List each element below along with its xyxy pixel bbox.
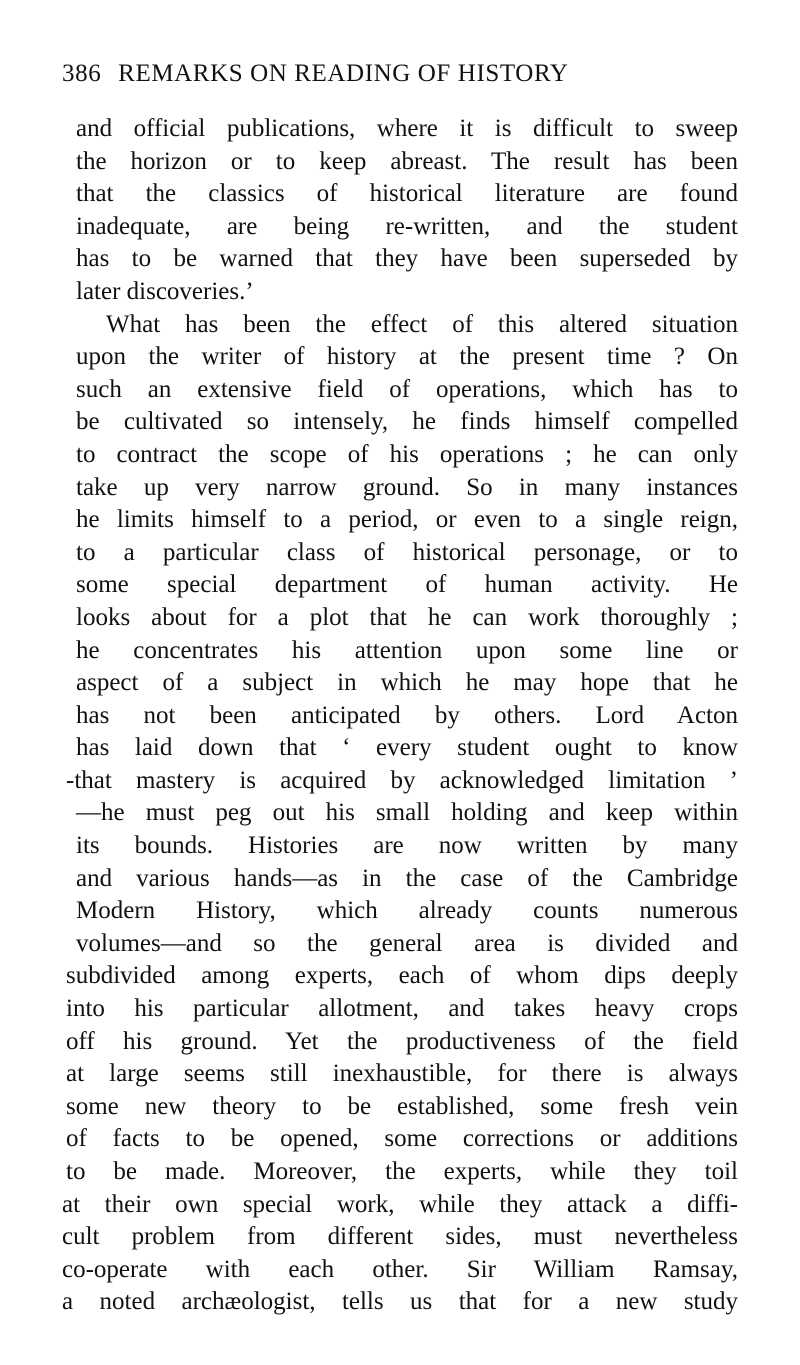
text-line: subdivided among experts, each of whom dips deeply	[66, 962, 738, 990]
text-line: Modern History, which already counts numerous	[76, 897, 738, 925]
text-line: has not been anticipated by others. Lord Acton	[76, 701, 738, 729]
page-number: 386	[62, 60, 102, 87]
text-line: volumes—and so the general area is divided and	[76, 929, 738, 957]
running-header	[62, 58, 742, 90]
text-line: —he must peg out his small holding and keep within	[76, 799, 738, 827]
running-title: REMARKS ON READING OF HISTORY	[118, 60, 569, 87]
text-line: the horizon or to keep abreast. The result has been	[76, 147, 738, 175]
text-line: cult problem from different sides, must nevertheless	[62, 1223, 738, 1251]
text-line: co-operate with each other. Sir William Ramsay,	[62, 1255, 738, 1283]
text-line: and various hands—as in the case of the Cambridge	[76, 864, 738, 892]
text-line: some new theory to be established, some fresh vein	[66, 1092, 738, 1120]
text-line: to contract the scope of his operations ; he can only	[76, 440, 738, 468]
text-line: upon the writer of history at the present time ? On	[76, 343, 738, 371]
text-line: off his ground. Yet the productiveness of the field	[66, 1027, 738, 1055]
text-line: has to be warned that they have been superseded by	[76, 245, 738, 273]
text-line: has laid down that ‘ every student ought to know	[76, 734, 738, 762]
text-line: at large seems still inexhaustible, for there is always	[66, 1060, 738, 1088]
text-line: that the classics of historical literature are found	[76, 180, 738, 208]
text-line: a noted archæologist, tells us that for a new study	[62, 1288, 738, 1316]
text-line: What has been the effect of this altered situation	[106, 310, 738, 338]
text-line: to a particular class of historical personage, or to	[76, 538, 738, 566]
text-line: he limits himself to a period, or even to a single reign,	[76, 506, 738, 534]
text-line: later discoveries.’	[76, 277, 254, 305]
text-line: be cultivated so intensely, he finds himself compelled	[76, 408, 738, 436]
text-line: to be made. Moreover, the experts, while they toil	[66, 1158, 738, 1185]
paragraph-1	[62, 113, 738, 309]
text-line: take up very narrow ground. So in many instances	[76, 473, 738, 501]
text-line: inadequate, are being re-written, and the student	[76, 212, 738, 240]
text-line: at their own special work, while they attack a diffi-	[62, 1190, 738, 1218]
text-line: -that mastery is acquired by acknowledged limitation ’	[66, 766, 738, 794]
text-line: of facts to be opened, some corrections or additions	[66, 1125, 738, 1153]
text-line: looks about for a plot that he can work thoroughly ;	[76, 603, 738, 631]
text-line: into his particular allotment, and takes heavy crops	[66, 995, 738, 1023]
page-body	[62, 113, 738, 1319]
text-line: he concentrates his attention upon some line or	[76, 636, 738, 664]
text-line: and official publications, where it is difficult to sweep	[76, 115, 738, 142]
text-line: such an extensive field of operations, which has to	[76, 375, 738, 403]
paragraph-2	[62, 309, 738, 1319]
text-line: some special department of human activity. He	[76, 571, 738, 599]
text-line: aspect of a subject in which he may hope that he	[76, 669, 738, 697]
text-line: its bounds. Histories are now written by many	[76, 832, 738, 860]
